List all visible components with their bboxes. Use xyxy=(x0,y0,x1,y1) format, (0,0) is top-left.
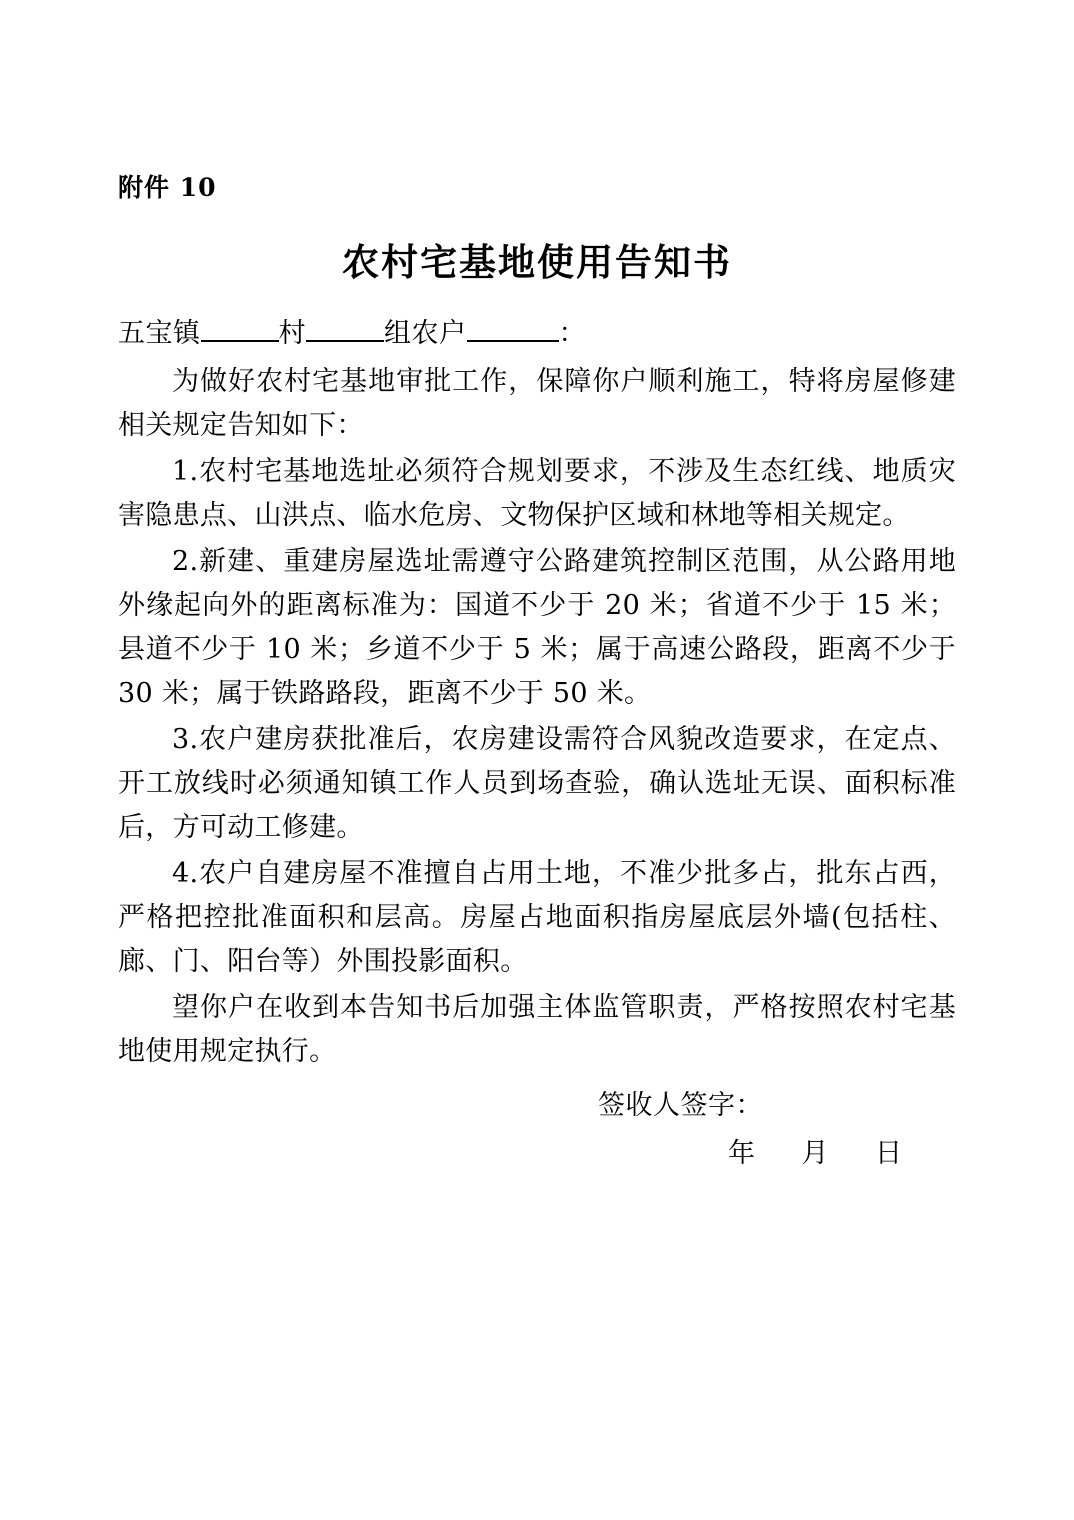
date-day: 日 xyxy=(875,1137,903,1169)
attachment-label: 附件 10 xyxy=(118,173,217,202)
salutation-prefix: 五宝镇 xyxy=(118,318,201,349)
salutation-line xyxy=(118,312,956,356)
paragraph-closing: 望你户在收到本告知书后加强主体监管职责，严格按照农村宅基地使用规定执行。 xyxy=(118,991,956,1067)
salutation-mid1: 村 xyxy=(278,318,306,349)
paragraph-item-4: 4.农户自建房屋不准擅自占用土地，不准少批多占，批东占西，严格把控批准面积和层高。房屋占地面积指房屋底层外墙(包括柱、廊、门、阳台等）外围投影面积。 xyxy=(118,857,956,977)
signature-label: 签收人签字： xyxy=(598,1089,763,1121)
page-title: 农村宅基地使用告知书 xyxy=(342,240,732,284)
paragraph-item-1: 1.农村宅基地选址必须符合规划要求，不涉及生态红线、地质灾害隐患点、山洪点、临水危房、文物保护区域和林地等相关规定。 xyxy=(118,455,956,531)
household-blank[interactable] xyxy=(467,340,559,342)
paragraph-item-3: 3.农户建房获批准后，农房建设需符合风貌改造要求，在定点、开工放线时必须通知镇工作人员到场查验，确认选址无误、面积标准后，方可动工修建。 xyxy=(118,723,956,843)
paragraph-item-2: 2.新建、重建房屋选址需遵守公路建筑控制区范围，从公路用地外缘起向外的距离标准为：国道不少于 20 米；省道不少于 15 米；县道不少于 10 米；乡道不少于 5 米；属于高速公路段，距离不少于 30 米；属于铁路路段，距离不少于 50 米。 xyxy=(118,545,956,709)
paragraph-intro: 为做好农村宅基地审批工作，保障你户顺利施工，特将房屋修建相关规定告知如下： xyxy=(118,365,956,441)
group-blank[interactable] xyxy=(306,340,384,342)
salutation-suffix: ： xyxy=(558,318,586,349)
date-month: 月 xyxy=(801,1137,829,1169)
date-line xyxy=(118,1132,956,1176)
salutation-mid2: 组农户 xyxy=(384,318,467,349)
date-year: 年 xyxy=(728,1137,756,1169)
village-blank[interactable] xyxy=(201,340,279,342)
